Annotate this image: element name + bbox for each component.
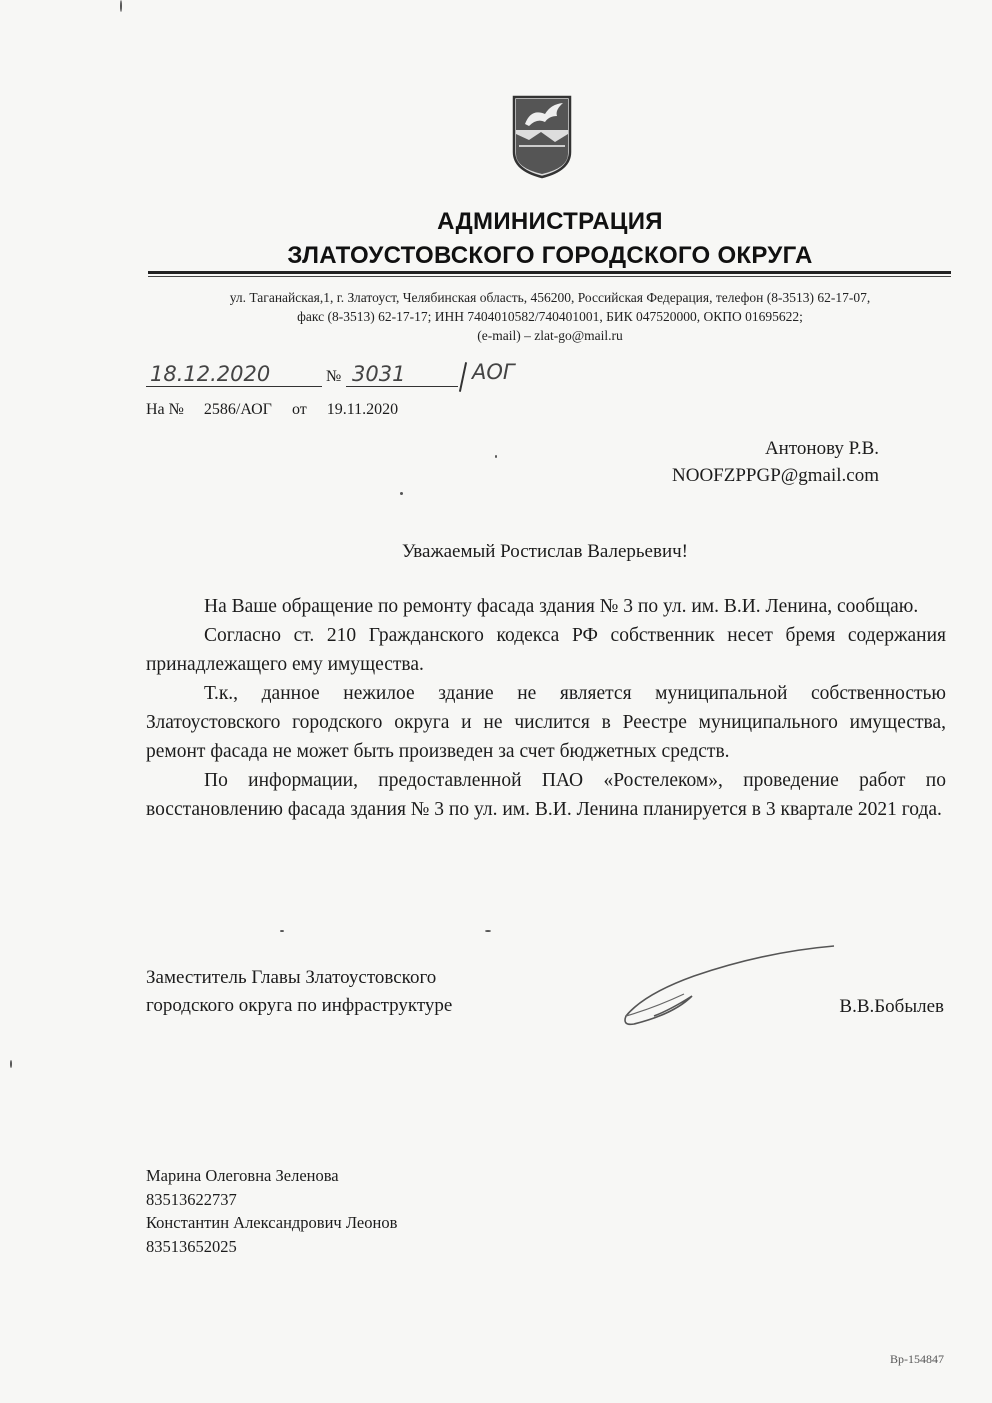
recipient-email: NOOFZPPGP@gmail.com <box>672 465 879 486</box>
scan-speck <box>485 930 491 932</box>
address-line1: ул. Таганайская,1, г. Златоуст, Челябинская область, 456200, Российская Федерация, телефон (8-3513) 62-17-07, <box>229 290 871 305</box>
contacts-block <box>146 1164 397 1258</box>
address-line3: (e-mail) – zlat-go@mail.ru <box>477 328 623 343</box>
paragraph: Т.к., данное нежилое здание не является муниципальной собственностью Златоустовского городского округа и не числится в Реестре муниципального имущества, ремонт фасада не может быть произведен за счет бюджетных средств. <box>146 683 946 762</box>
contact-name: Марина Олеговна Зеленова <box>146 1166 339 1185</box>
salutation: Уважаемый Ростислав Валерьевич! <box>401 541 688 562</box>
registration-number: 3031 <box>352 362 406 386</box>
recipient-name: Антонову Р.В. <box>764 438 879 459</box>
reference-number: 2586/АОГ <box>203 401 272 418</box>
org-title-line2: ЗЛАТОУСТОВСКОГО ГОРОДСКОГО ОКРУГА <box>287 242 813 269</box>
date-underline <box>146 386 322 387</box>
header-divider-thin <box>148 276 951 277</box>
scan-speck <box>10 1060 12 1068</box>
scan-speck <box>280 930 284 932</box>
reference-date: 19.11.2020 <box>326 401 399 418</box>
position-line2: городского округа по инфраструктуре <box>146 995 453 1016</box>
number-underline <box>346 386 458 387</box>
position-line1: Заместитель Главы Златоустовского <box>146 967 437 988</box>
scan-speck <box>120 0 122 12</box>
slash-mark <box>459 362 467 392</box>
scan-speck <box>495 455 497 458</box>
address-line2: факс (8-3513) 62-17-17; ИНН 7404010582/740401001, БИК 047520000, ОКПО 01695622; <box>297 309 803 324</box>
contact-phone: 83513622737 <box>146 1189 237 1209</box>
contact-phone: 83513652025 <box>146 1236 237 1256</box>
reference-line <box>146 401 414 419</box>
org-title-line1: АДМИНИСТРАЦИЯ <box>437 208 663 235</box>
scan-speck <box>400 492 403 495</box>
signatory-position <box>146 964 452 1020</box>
handwritten-signature <box>614 936 844 1036</box>
signatory-name: В.В.Бобылев <box>839 996 944 1017</box>
header-divider <box>148 271 951 274</box>
coat-of-arms-emblem <box>511 94 573 180</box>
letter-body <box>146 592 946 824</box>
reference-from: от <box>291 401 307 418</box>
paragraph: Согласно ст. 210 Гражданского кодекса РФ собственник несет бремя содержания принадлежащего ему имущества. <box>146 625 946 675</box>
registration-number-sign: № <box>326 368 342 385</box>
paragraph: На Ваше обращение по ремонту фасада здания № 3 по ул. им. В.И. Ленина, сообщаю. <box>204 596 919 617</box>
registration-suffix: АОГ <box>472 360 515 384</box>
footer-code: Вр-154847 <box>890 1352 944 1366</box>
registration-date: 18.12.2020 <box>150 362 271 386</box>
contact-name: Константин Александрович Леонов <box>146 1213 398 1232</box>
reference-label: На № <box>146 401 184 418</box>
paragraph: По информации, предоставленной ПАО «Ростелеком», проведение работ по восстановлению фасада здания № 3 по ул. им. В.И. Ленина планируется в 3 квартале 2021 года. <box>146 770 946 820</box>
